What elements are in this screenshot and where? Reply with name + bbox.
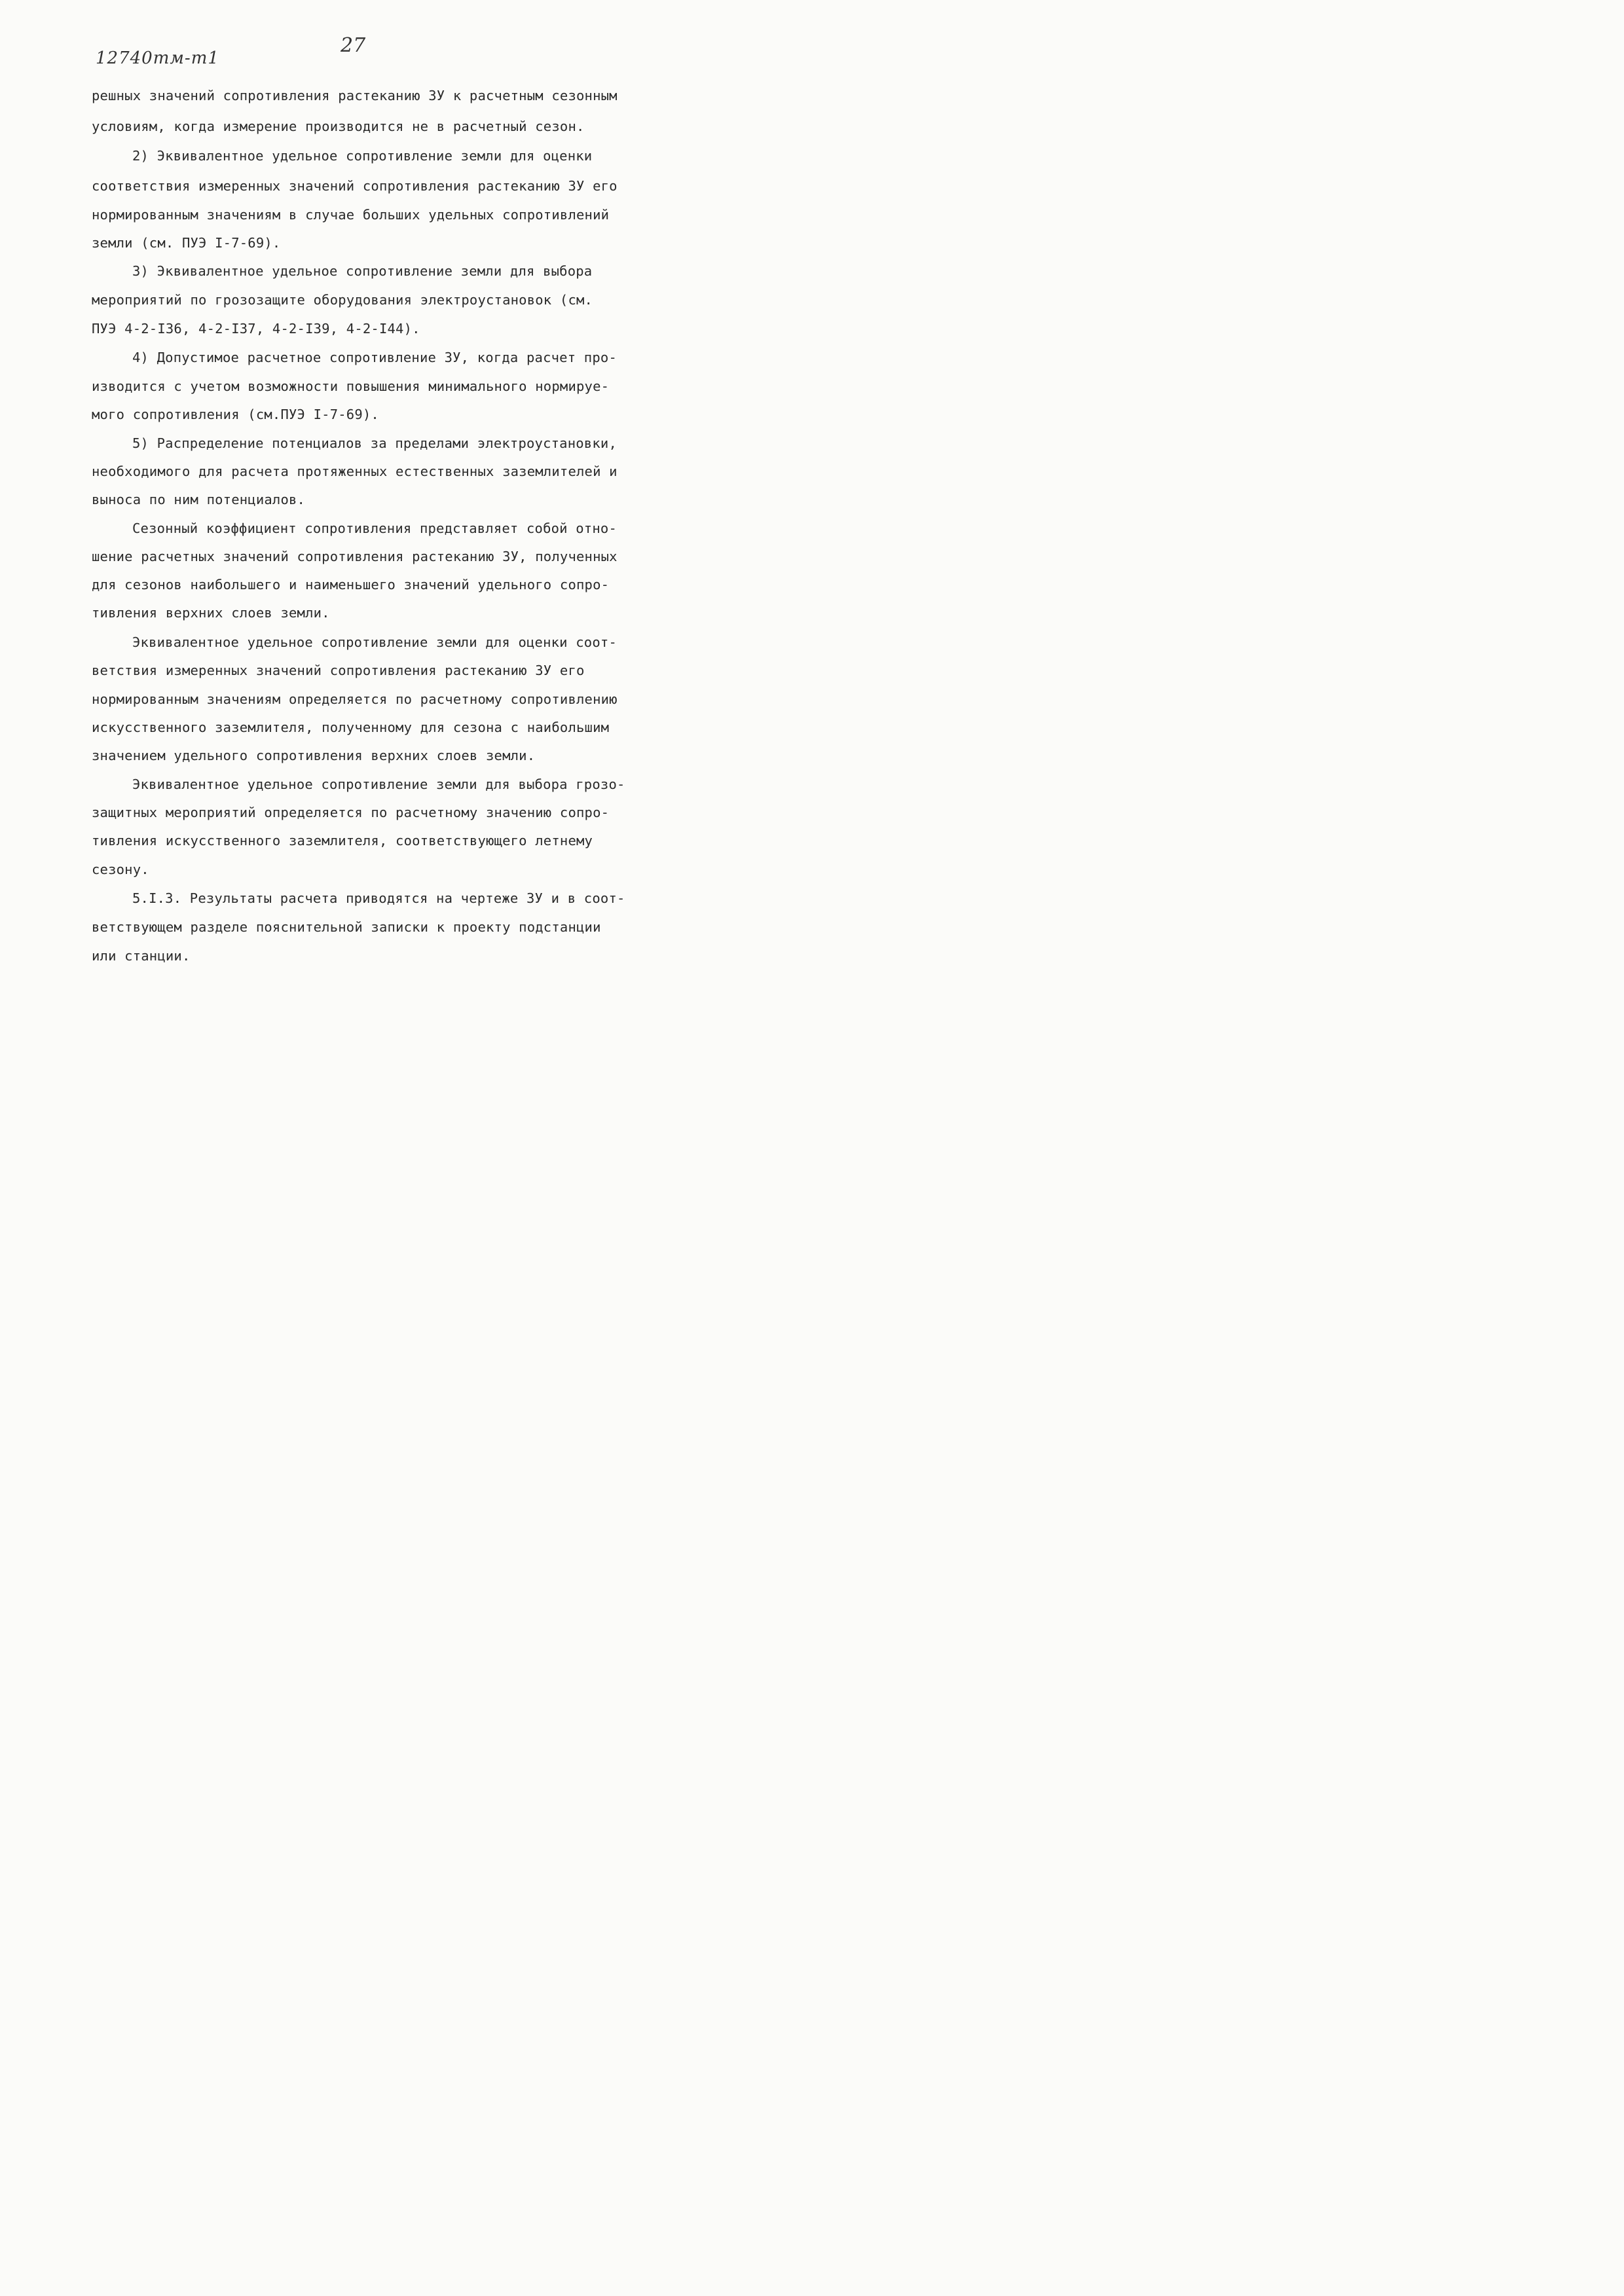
text-line: для сезонов наибольшего и наименьшего значений удельного сопро- xyxy=(92,577,610,592)
text-line: шение расчетных значений сопротивления растеканию ЗУ, полученных xyxy=(92,549,618,564)
text-line: нормированным значениям определяется по расчетному сопротивлению xyxy=(92,691,618,707)
text-line: 5.I.3. Результаты расчета приводятся на чертеже ЗУ и в соот- xyxy=(132,890,625,906)
text-line: изводится с учетом возможности повышения минимального нормируе- xyxy=(92,378,610,394)
text-line: или станции. xyxy=(92,948,191,964)
text-line: ветствия измеренных значений сопротивления растеканию ЗУ его xyxy=(92,663,585,678)
text-line: мого сопротивления (см.ПУЭ I-7-69). xyxy=(92,407,379,422)
text-line: Эквивалентное удельное сопротивление земли для оценки соот- xyxy=(132,634,617,650)
text-line: необходимого для расчета протяженных естественных заземлителей и xyxy=(92,464,618,479)
page-number: 27 xyxy=(341,34,366,57)
text-line: соответствия измеренных значений сопротивления растеканию ЗУ его xyxy=(92,178,618,194)
document-page xyxy=(0,0,720,1019)
text-line: решных значений сопротивления растеканию ЗУ к расчетным сезонным xyxy=(92,88,618,103)
text-line: тивления искусственного заземлителя, соответствующего летнему xyxy=(92,833,593,848)
text-line: ПУЭ 4-2-I36, 4-2-I37, 4-2-I39, 4-2-I44). xyxy=(92,321,420,337)
text-line: искусственного заземлителя, полученному для сезона с наибольшим xyxy=(92,720,610,735)
text-line: 2) Эквивалентное удельное сопротивление земли для оценки xyxy=(132,148,593,164)
text-line: 3) Эквивалентное удельное сопротивление земли для выбора xyxy=(132,263,593,279)
text-line: нормированным значениям в случае больших удельных сопротивлений xyxy=(92,207,610,223)
text-line: тивления верхних слоев земли. xyxy=(92,605,330,621)
text-line: земли (см. ПУЭ I-7-69). xyxy=(92,235,281,251)
text-line: Эквивалентное удельное сопротивление земли для выбора грозо- xyxy=(132,776,625,792)
text-line: Сезонный коэффициент сопротивления представляет собой отно- xyxy=(132,520,617,536)
text-line: выноса по ним потенциалов. xyxy=(92,492,306,507)
text-line: условиям, когда измерение производится не в расчетный сезон. xyxy=(92,118,585,134)
text-line: 5) Распределение потенциалов за пределами электроустановки, xyxy=(132,435,617,451)
text-line: ветствующем разделе пояснительной записки к проекту подстанции xyxy=(92,919,601,935)
document-code: 12740тм-т1 xyxy=(96,48,219,68)
text-line: сезону. xyxy=(92,862,149,877)
text-line: защитных мероприятий определяется по расчетному значению сопро- xyxy=(92,805,610,820)
text-line: значением удельного сопротивления верхних слоев земли. xyxy=(92,748,536,763)
text-line: 4) Допустимое расчетное сопротивление ЗУ, когда расчет про- xyxy=(132,350,617,365)
text-line: мероприятий по грозозащите оборудования электроустановок (см. xyxy=(92,292,593,308)
